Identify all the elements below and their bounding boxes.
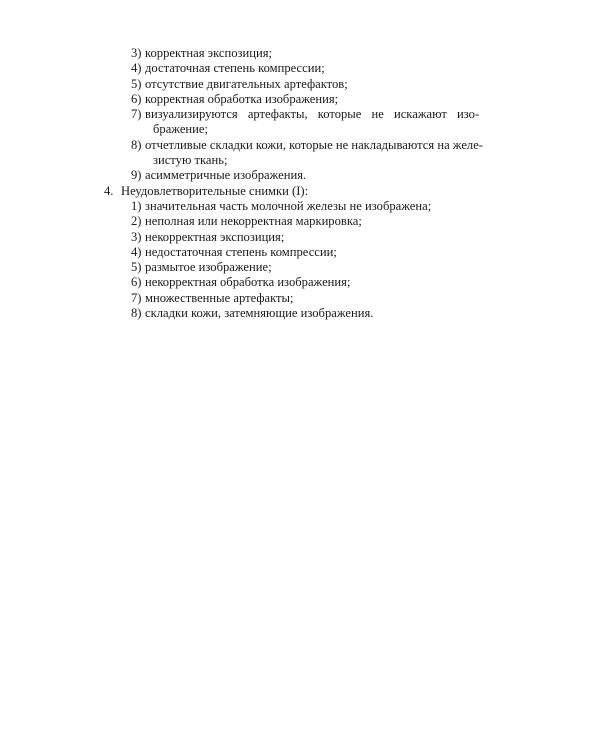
list-item-text: размытое изображение; <box>145 260 272 275</box>
list-item-number: 3) <box>131 46 142 60</box>
list-item-number: 8) <box>131 306 142 321</box>
list-item-number: 6) <box>131 275 142 290</box>
section-title: Неудовлетворительные снимки (I): <box>121 183 309 198</box>
list-item-text: корректная экспозиция; <box>145 46 273 60</box>
list-item-number: 4) <box>131 244 142 259</box>
list-item-number: 5) <box>131 260 142 275</box>
list-item-text: достаточная степень компрессии; <box>145 61 325 76</box>
list-item-text: множественные артефакты; <box>145 290 294 305</box>
list-item <box>131 260 524 275</box>
list-item-text: складки кожи, затемняющие изображения. <box>145 306 374 321</box>
list-item-text: значительная часть молочной железы не изображена; <box>145 198 432 213</box>
list-item <box>131 245 524 260</box>
list-item-number: 7) <box>131 107 142 122</box>
page-content <box>104 46 524 321</box>
list-item <box>131 77 524 92</box>
list-item <box>131 46 524 61</box>
list-item-text: недостаточная степень компрессии; <box>145 244 337 259</box>
list-item <box>131 138 524 169</box>
list-item-number: 7) <box>131 290 142 305</box>
section-4-heading <box>104 184 524 199</box>
list-item-number: 9) <box>131 168 142 183</box>
list-item <box>131 275 524 290</box>
list-item <box>131 214 524 229</box>
list-item-text: некорректная экспозиция; <box>145 229 285 244</box>
list-item-number: 6) <box>131 91 142 106</box>
list-item <box>131 61 524 76</box>
list-item-text: неполная или некорректная маркировка; <box>145 214 362 229</box>
list-item-number: 3) <box>131 229 142 244</box>
list-item <box>131 107 524 138</box>
criteria-list-continued <box>131 46 524 184</box>
list-item-number: 5) <box>131 76 142 91</box>
list-item-number: 8) <box>131 137 142 152</box>
list-item-text-line2: зистую ткань; <box>153 153 228 168</box>
list-item <box>131 230 524 245</box>
list-item-text: некорректная обработка изображения; <box>145 275 351 290</box>
list-item-text-line2: бражение; <box>153 122 208 137</box>
list-item-text-line1: визуализируются артефакты, которые не искажают изо- <box>145 107 480 122</box>
list-item <box>131 92 524 107</box>
section-number: 4. <box>104 183 114 198</box>
list-item-text: отсутствие двигательных артефактов; <box>145 76 348 91</box>
list-item <box>131 306 524 321</box>
list-item-number: 4) <box>131 61 142 76</box>
list-item-text: асимметричные изображения. <box>145 168 307 183</box>
list-item-number: 1) <box>131 198 142 213</box>
list-item-text-line1: отчетливые складки кожи, которые не накладываются на желе- <box>145 137 483 152</box>
list-item <box>131 168 524 183</box>
list-item <box>131 291 524 306</box>
unsatisfactory-images-list <box>131 199 524 321</box>
list-item-text: корректная обработка изображения; <box>145 91 339 106</box>
list-item-number: 2) <box>131 214 142 229</box>
list-item <box>131 199 524 214</box>
